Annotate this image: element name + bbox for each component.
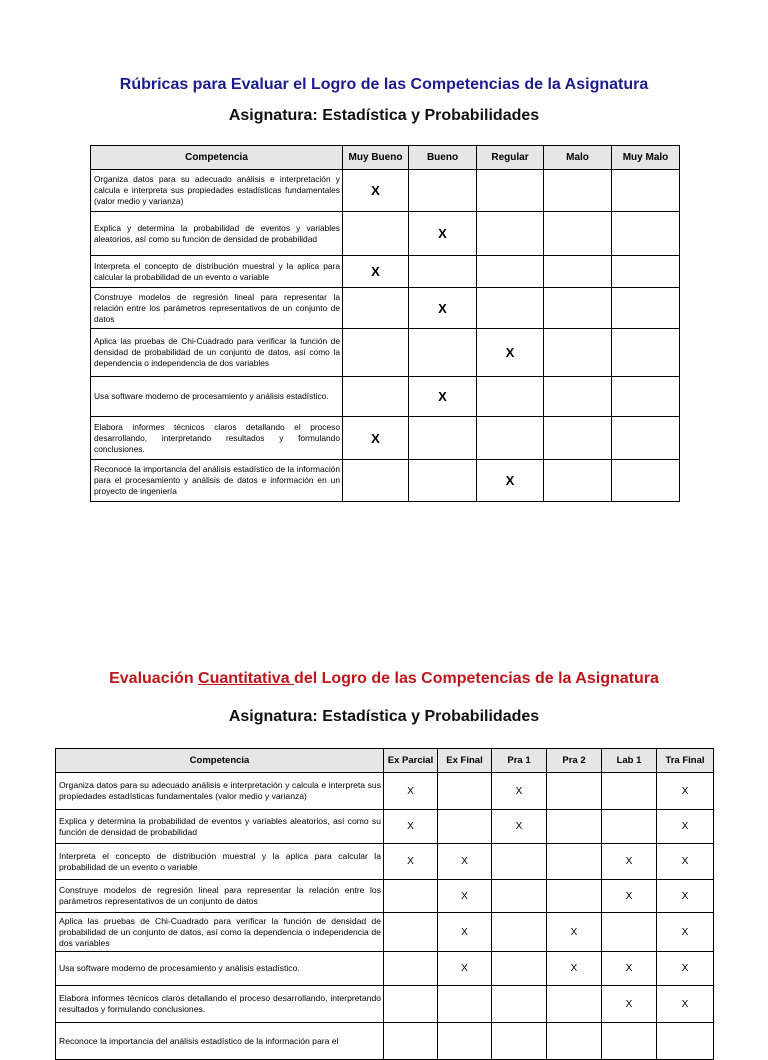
table-row bbox=[91, 460, 680, 502]
mark-cell bbox=[492, 986, 547, 1023]
mark-cell: X bbox=[409, 212, 477, 256]
competence-description: Reconoce la importancia del análisis estadístico de la información para el procesamiento y análisis de datos e información en un proyecto de ingeniería bbox=[91, 460, 343, 502]
evaluation-subtitle: Asignatura: Estadística y Probabilidades bbox=[228, 708, 540, 725]
mark-cell bbox=[438, 1023, 492, 1060]
table-row bbox=[91, 417, 680, 460]
mark-cell bbox=[477, 170, 544, 212]
mark-cell: X bbox=[438, 844, 492, 880]
competence-description: Explica y determina la probabilidad de eventos y variables aleatorios, así como su función de densidad de probabilidad bbox=[56, 810, 384, 844]
mark-cell: X bbox=[602, 844, 657, 880]
competence-description: Construye modelos de regresión lineal para representar la relación entre los parámetros representativos de un conjunto de datos bbox=[56, 880, 384, 913]
mark-cell bbox=[602, 1023, 657, 1060]
table-row bbox=[91, 212, 680, 256]
mark-cell bbox=[544, 329, 612, 377]
rubric-header-muy-malo: Muy Malo bbox=[612, 146, 680, 170]
mark-cell bbox=[547, 1023, 602, 1060]
mark-cell bbox=[343, 460, 409, 502]
mark-cell bbox=[492, 952, 547, 986]
mark-cell: X bbox=[343, 170, 409, 212]
mark-cell: X bbox=[384, 844, 438, 880]
mark-cell: X bbox=[438, 880, 492, 913]
competence-description: Elabora informes técnicos claros detallando el proceso desarrollando, interpretando resultados y formulando conclusiones. bbox=[56, 986, 384, 1023]
mark-cell bbox=[409, 460, 477, 502]
mark-cell: X bbox=[477, 460, 544, 502]
mark-cell bbox=[544, 460, 612, 502]
table-row bbox=[56, 844, 714, 880]
table-row bbox=[91, 377, 680, 417]
competence-description: Usa software moderno de procesamiento y análisis estadístico. bbox=[91, 377, 343, 417]
mark-cell bbox=[544, 256, 612, 288]
mark-cell bbox=[544, 377, 612, 417]
mark-cell bbox=[612, 212, 680, 256]
evaluation-title-end: del Logro de las Competencias de la Asignatura bbox=[294, 670, 659, 687]
mark-cell bbox=[547, 810, 602, 844]
evaluation-title-underlined: Cuantitativa bbox=[198, 670, 295, 687]
mark-cell bbox=[409, 256, 477, 288]
mark-cell bbox=[438, 986, 492, 1023]
mark-cell: X bbox=[602, 986, 657, 1023]
mark-cell: X bbox=[657, 952, 714, 986]
eval-header-ex-parcial: Ex Parcial bbox=[384, 749, 438, 773]
eval-header-lab-1: Lab 1 bbox=[602, 749, 657, 773]
mark-cell: X bbox=[438, 913, 492, 952]
eval-header-pra-2: Pra 2 bbox=[547, 749, 602, 773]
mark-cell bbox=[384, 913, 438, 952]
mark-cell bbox=[343, 329, 409, 377]
mark-cell bbox=[544, 417, 612, 460]
mark-cell: X bbox=[657, 913, 714, 952]
mark-cell: X bbox=[492, 810, 547, 844]
mark-cell bbox=[384, 952, 438, 986]
competence-description: Reconoce la importancia del análisis estadístico de la información para el bbox=[56, 1023, 384, 1060]
mark-cell bbox=[409, 329, 477, 377]
mark-cell: X bbox=[477, 329, 544, 377]
mark-cell bbox=[343, 288, 409, 329]
table-row bbox=[91, 329, 680, 377]
mark-cell bbox=[492, 1023, 547, 1060]
competence-description: Explica y determina la probabilidad de eventos y variables aleatorios, así como su función de densidad de probabilidad bbox=[91, 212, 343, 256]
mark-cell bbox=[343, 377, 409, 417]
mark-cell: X bbox=[657, 844, 714, 880]
mark-cell bbox=[544, 170, 612, 212]
mark-cell bbox=[343, 212, 409, 256]
mark-cell bbox=[612, 460, 680, 502]
rubric-header-muy-bueno: Muy Bueno bbox=[343, 146, 409, 170]
competence-description: Usa software moderno de procesamiento y análisis estadístico. bbox=[56, 952, 384, 986]
mark-cell bbox=[477, 256, 544, 288]
mark-cell bbox=[438, 773, 492, 810]
table-row bbox=[56, 952, 714, 986]
mark-cell: X bbox=[547, 952, 602, 986]
mark-cell: X bbox=[409, 288, 477, 329]
evaluation-title bbox=[0, 670, 768, 688]
rubric-header-row bbox=[91, 146, 680, 170]
mark-cell bbox=[544, 212, 612, 256]
mark-cell bbox=[547, 986, 602, 1023]
mark-cell: X bbox=[547, 913, 602, 952]
mark-cell bbox=[438, 810, 492, 844]
mark-cell bbox=[547, 880, 602, 913]
competence-description: Elabora informes técnicos claros detallando el proceso desarrollando, interpretando resultados y formulando conclusiones. bbox=[91, 417, 343, 460]
mark-cell bbox=[612, 256, 680, 288]
mark-cell bbox=[612, 417, 680, 460]
table-row bbox=[91, 256, 680, 288]
competence-description: Interpreta el concepto de distribución muestral y la aplica para calcular la probabilidad de un evento o variable bbox=[91, 256, 343, 288]
table-row bbox=[56, 773, 714, 810]
mark-cell bbox=[544, 288, 612, 329]
mark-cell: X bbox=[657, 773, 714, 810]
mark-cell: X bbox=[492, 773, 547, 810]
mark-cell bbox=[547, 844, 602, 880]
mark-cell bbox=[492, 913, 547, 952]
rubric-header-regular: Regular bbox=[477, 146, 544, 170]
rubric-subtitle: Asignatura: Estadística y Probabilidades bbox=[228, 107, 540, 124]
mark-cell bbox=[657, 1023, 714, 1060]
mark-cell: X bbox=[438, 952, 492, 986]
mark-cell bbox=[612, 329, 680, 377]
evaluation-title-start: Evaluación bbox=[109, 670, 199, 687]
mark-cell bbox=[612, 170, 680, 212]
mark-cell: X bbox=[343, 256, 409, 288]
mark-cell: X bbox=[384, 773, 438, 810]
rubric-table bbox=[90, 145, 680, 502]
mark-cell bbox=[477, 212, 544, 256]
mark-cell bbox=[409, 170, 477, 212]
mark-cell bbox=[612, 377, 680, 417]
eval-header-ex-final: Ex Final bbox=[438, 749, 492, 773]
mark-cell bbox=[492, 844, 547, 880]
competence-description: Construye modelos de regresión lineal para representar la relación entre los parámetros representativos de un conjunto de datos bbox=[91, 288, 343, 329]
table-row bbox=[91, 288, 680, 329]
evaluation-table bbox=[55, 748, 714, 1060]
competence-description: Interpreta el concepto de distribución muestral y la aplica para calcular la probabilidad de un evento o variable bbox=[56, 844, 384, 880]
mark-cell bbox=[384, 986, 438, 1023]
table-row bbox=[91, 170, 680, 212]
mark-cell: X bbox=[657, 810, 714, 844]
eval-header-tra-final: Tra Final bbox=[657, 749, 714, 773]
mark-cell bbox=[477, 377, 544, 417]
mark-cell bbox=[602, 773, 657, 810]
competence-description: Aplica las pruebas de Chi-Cuadrado para verificar la función de densidad de probabilidad de un conjunto de datos, así como la dependencia o independencia de dos variables bbox=[56, 913, 384, 952]
eval-header-pra-1: Pra 1 bbox=[492, 749, 547, 773]
mark-cell: X bbox=[657, 880, 714, 913]
mark-cell bbox=[384, 880, 438, 913]
mark-cell: X bbox=[409, 377, 477, 417]
table-row bbox=[56, 913, 714, 952]
mark-cell bbox=[477, 417, 544, 460]
table-row bbox=[56, 986, 714, 1023]
rubric-header-malo: Malo bbox=[544, 146, 612, 170]
competence-description: Organiza datos para su adecuado análisis e interpretación y calcula e interpreta sus propiedades estadísticas fundamentales (valor medio y varianza) bbox=[91, 170, 343, 212]
mark-cell: X bbox=[343, 417, 409, 460]
mark-cell bbox=[477, 288, 544, 329]
mark-cell: X bbox=[384, 810, 438, 844]
evaluation-header-row bbox=[56, 749, 714, 773]
mark-cell bbox=[409, 417, 477, 460]
mark-cell: X bbox=[602, 952, 657, 986]
mark-cell bbox=[492, 880, 547, 913]
competence-description: Organiza datos para su adecuado análisis e interpretación y calcula e interpreta sus propiedades estadísticas fundamentales (valor medio y varianza) bbox=[56, 773, 384, 810]
table-row bbox=[56, 810, 714, 844]
mark-cell: X bbox=[602, 880, 657, 913]
mark-cell bbox=[602, 810, 657, 844]
mark-cell bbox=[384, 1023, 438, 1060]
rubric-header-competencia: Competencia bbox=[91, 146, 343, 170]
table-row bbox=[56, 880, 714, 913]
competence-description: Aplica las pruebas de Chi-Cuadrado para verificar la función de densidad de probabilidad de un conjunto de datos, así como la dependencia o independencia de dos variables bbox=[91, 329, 343, 377]
table-row bbox=[56, 1023, 714, 1060]
mark-cell: X bbox=[657, 986, 714, 1023]
mark-cell bbox=[547, 773, 602, 810]
eval-header-competencia: Competencia bbox=[56, 749, 384, 773]
rubric-header-bueno: Bueno bbox=[409, 146, 477, 170]
rubric-title: Rúbricas para Evaluar el Logro de las Competencias de la Asignatura bbox=[119, 76, 649, 93]
mark-cell bbox=[612, 288, 680, 329]
mark-cell bbox=[602, 913, 657, 952]
